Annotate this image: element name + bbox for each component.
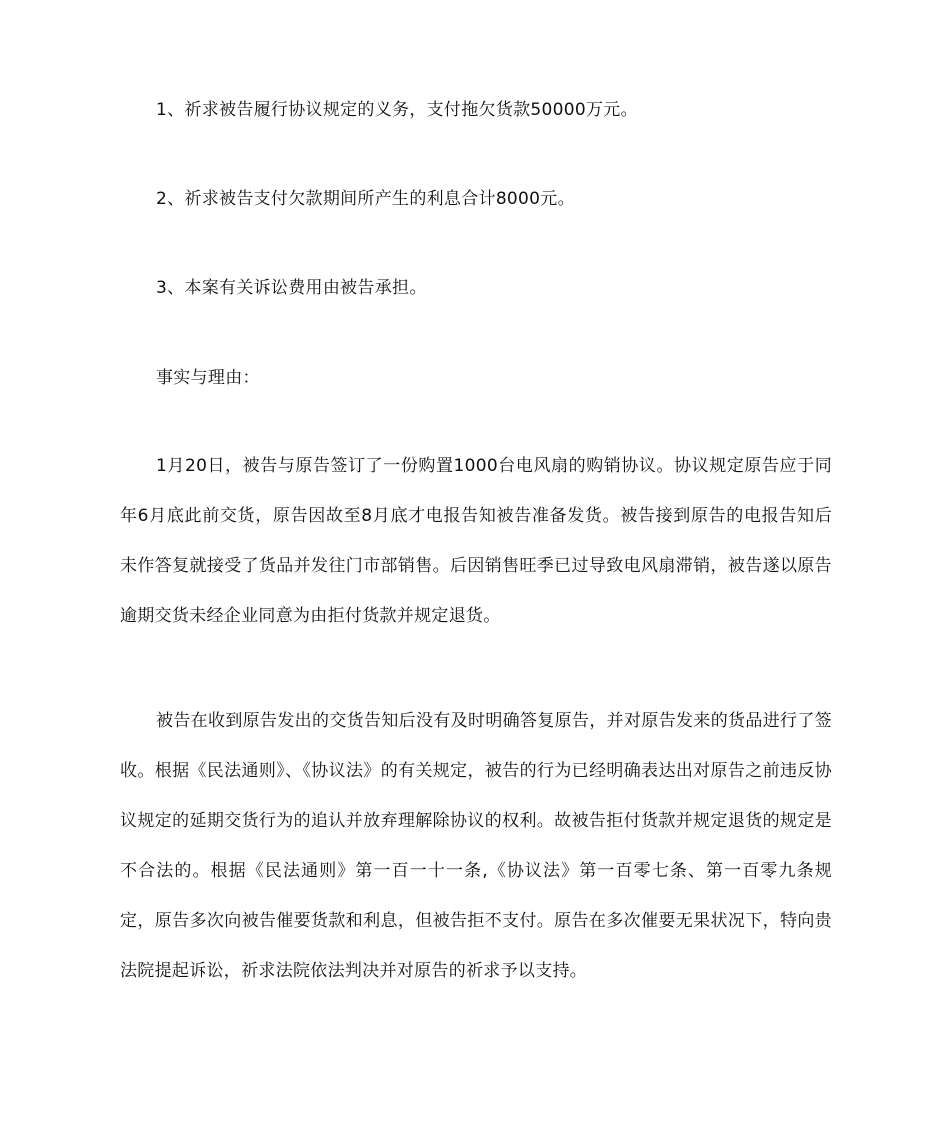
claim-1: 1、祈求被告履行协议规定的义务，支付拖欠货款50000万元。 <box>156 100 638 120</box>
claim-2: 2、祈求被告支付欠款期间所产生的利息合计8000元。 <box>156 189 575 209</box>
claim-3: 3、本案有关诉讼费用由被告承担。 <box>156 278 427 298</box>
facts-paragraph-2: 被告在收到原告发出的交货告知后没有及时明确答复原告，并对原告发来的货品进行了签收。根据《民法通则》、《协议法》的有关规定，被告的行为已经明确表达出对原告之前违反协议规定的延期交货行为的追认并放弃理解除协议的权利。故被告拒付货款并规定退货的规定是不合法的。根据《民法通则》第一百一十一条,《协议法》第一百零七条、第一百零九条规定，原告多次向被告催要货款和利息，但被告拒不支付。原告在多次催要无果状况下，特向贵法院提起诉讼，祈求法院依法判决并对原告的祈求予以支持。 <box>120 711 832 981</box>
facts-heading: 事实与理由： <box>156 368 260 388</box>
facts-paragraph-1: 1月20日，被告与原告签订了一份购置1000台电风扇的购销协议。协议规定原告应于同年6月底此前交货，原告因故至8月底才电报告知被告准备发货。被告接到原告的电报告知后未作答复就接受了货品并发往门市部销售。后因销售旺季已过导致电风扇滞销，被告遂以原告逾期交货未经企业同意为由拒付货款并规定退货。 <box>120 456 832 626</box>
